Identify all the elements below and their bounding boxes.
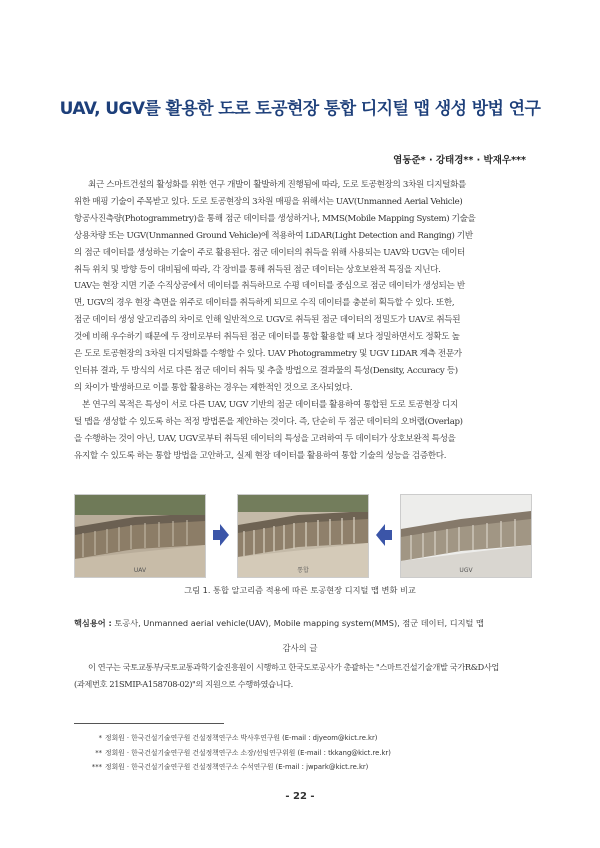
abstract-line: 취득 위치 및 방향 등이 대비됨에 따라, 각 장비를 통해 취득된 점군 데이터는 상호보완적 특징을 지닌다. [74,264,441,275]
acknowledgement-line: (과제번호 21SMIP-A158708-02)"의 지원으로 수행하였습니다. [74,678,293,689]
right-arrow-icon [213,524,229,546]
abstract-line: 인터뷰 결과, 두 방식의 서로 다른 점군 데이터 취득 및 추출 방법으로 결과물의 특성(Density, Accuracy 등) [74,365,458,376]
abstract-line: 의 점군 데이터를 생성하는 기술이 주로 활용된다. 점군 데이터의 취득을 위해 사용되는 UAV와 UGV는 데이터 [74,247,465,258]
abstract-line: 최근 스마트건설의 활성화를 위한 연구 개발이 활발하게 진행됨에 따라, 도로 토공현장의 3차원 디지털화를 [88,180,466,190]
keywords-label: 핵심용어 : [74,618,112,628]
footnotes [86,731,391,775]
abstract-line: 은 도로 토공현장의 3차원 디지털화를 수행할 수 있다. UAV Photogrammetry 및 UGV LiDAR 계측 전문가 [74,349,462,360]
footnote-divider [74,723,224,724]
ugv-point-cloud-image [400,494,532,578]
keywords-text: 토공사, Unmanned aerial vehicle(UAV), Mobile mapping system(MMS), 점군 데이터, 디지털 맵 [114,618,484,628]
abstract-line: 점군 데이터 생성 알고리즘의 차이로 인해 일반적으로 UGV로 취득된 점군 데이터의 정밀도가 UAV로 취득된 [74,315,461,326]
footnote-text: 정회원 · 한국건설기술연구원 건설정책연구소 수석연구원 (E-mail : jwpark@kict.re.kr) [105,763,369,771]
footnote-text: 정회원 · 한국건설기술연구원 건설정책연구소 박사후연구원 (E-mail : djyeom@kict.re.kr) [105,734,378,742]
abstract-line: UAV는 현장 지면 기준 수직상공에서 데이터를 취득하므로 수평 데이터를 중심으로 점군 데이터가 생성되는 반 [74,281,465,292]
footnote-mark: *** [91,763,102,771]
abstract-line: 을 수행하는 것이 아닌, UAV, UGV로부터 취득된 데이터의 특성을 고려하여 두 데이터가 상호보완적 특성을 [74,433,456,444]
abstract-line: 항공사진측량(Photogrammetry)을 통해 점군 데이터를 생성하거나, MMS(Mobile Mapping System) 기술을 [74,213,476,224]
abstract-line: 것에 비해 우수하기 때문에 두 장비로부터 취득된 점군 데이터를 통합 활용할 때 보다 정밀하면서도 정확도 높 [74,332,460,343]
left-arrow-icon [376,524,392,546]
figure-caption: 그림 1. 통합 알고리즘 적용에 따른 토공현장 디지털 맵 변화 비교 [184,585,416,595]
abstract-line: 유지할 수 있도록 하는 통합 방법을 고안하고, 실제 현장 데이터를 활용하여 통합 기술의 성능을 검증한다. [74,450,447,461]
footnote-mark: ** [95,748,102,757]
abstract-line: 의 차이가 발생하므로 이를 통합 활용하는 경우는 제한적인 것으로 조사되었다. [74,382,353,393]
keywords [74,618,484,629]
acknowledgement-heading: 감사의 글 [282,643,318,653]
abstract-line: 위한 매핑 기술이 주목받고 있다. 도로 토공현장의 3차원 매핑을 위해서는 UAV(Unmanned Aerial Vehicle) [74,196,463,207]
abstract-line: 면, UGV의 경우 현장 측면을 위주로 데이터를 취득하게 되므로 수직 데이터를 충분히 획득할 수 있다. 또한, [74,298,455,309]
uav-label: UAV [133,567,147,574]
page-number: - 22 - [285,791,315,802]
footnote-text: 정회원 · 한국건설기술연구원 건설정책연구소 소장/선임연구위원 (E-mail : tkkang@kict.re.kr) [105,748,391,757]
footnote [86,731,391,746]
footnote-mark: * [98,734,102,742]
figure-comparison [74,494,530,576]
paper-title: UAV, UGV를 활용한 도로 토공현장 통합 디지털 맵 생성 방법 연구 [59,99,541,119]
uav-point-cloud-image [74,494,206,578]
merged-point-cloud-image [237,494,369,578]
abstract-line: 상용차량 또는 UGV(Unmanned Ground Vehicle)에 적용하여 LiDAR(Light Detection and Ranging) 기반 [74,230,473,241]
acknowledgement-line: 이 연구는 국토교통부/국토교통과학기술진흥원이 시행하고 한국도로공사가 총괄하는 "스마트건설기술개발 국가R&D사업 [88,662,499,672]
merged-label: 통합 [297,567,309,574]
author-list: 염동준* · 강태경** · 박재우*** [393,155,526,166]
acknowledgement [74,659,530,692]
abstract-line: 본 연구의 목적은 특성이 서로 다른 UAV, UGV 기반의 점군 데이터를 활용하여 통합된 도로 토공현장 디지 [82,399,458,410]
footnote [86,760,391,775]
abstract-line: 털 맵을 생성할 수 있도록 하는 적정 방법론을 제안하는 것이다. 즉, 단순히 두 점군 데이터의 오버랩(Overlap) [74,416,463,427]
ugv-label: UGV [459,567,473,574]
footnote [86,746,391,761]
abstract [74,177,530,464]
